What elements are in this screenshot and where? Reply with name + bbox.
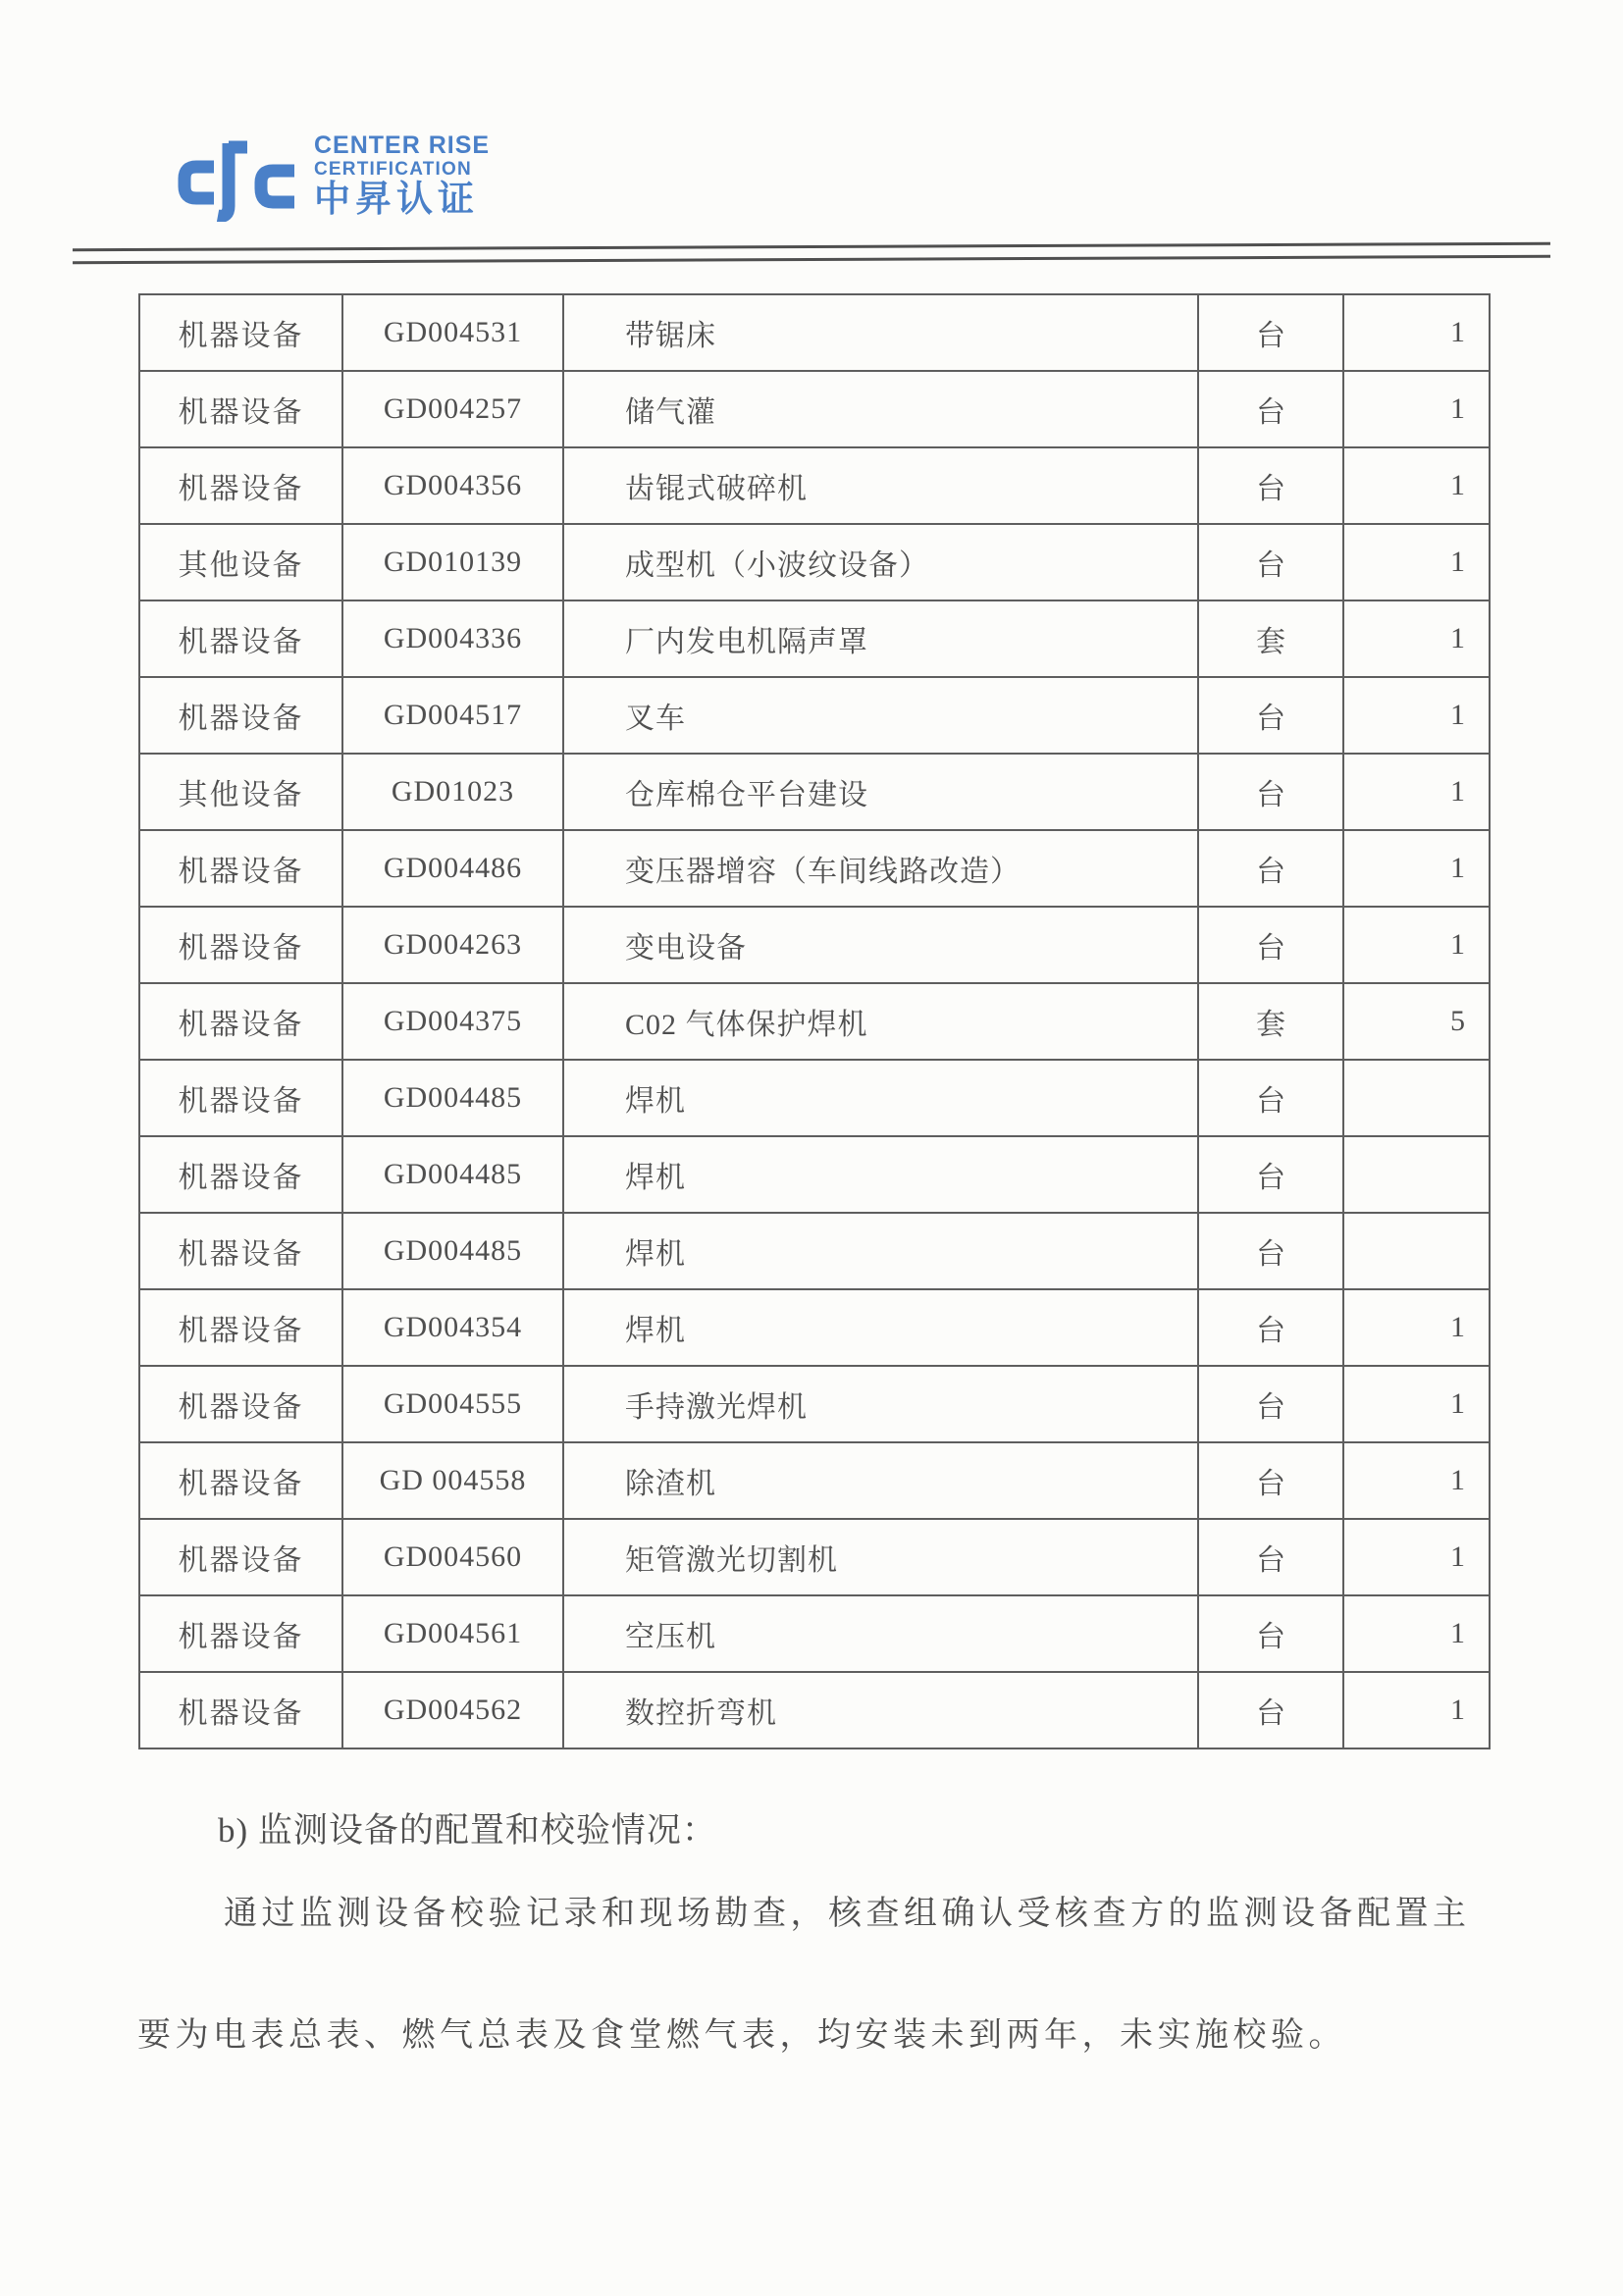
section-paragraph-line2: 要为电表总表、燃气总表及食堂燃气表，均安装未到两年，未实施校验。 bbox=[137, 2017, 1346, 2054]
header-divider bbox=[73, 242, 1550, 265]
cell-unit: 台 bbox=[1198, 1289, 1343, 1366]
cell-code: GD004562 bbox=[342, 1672, 563, 1748]
cell-unit: 台 bbox=[1198, 447, 1343, 524]
cell-category: 机器设备 bbox=[139, 1519, 342, 1595]
crc-logo-icon bbox=[175, 137, 304, 222]
table-row bbox=[139, 1289, 1490, 1366]
cell-name: 焊机 bbox=[563, 1060, 1198, 1136]
table-row bbox=[139, 1519, 1490, 1595]
equipment-table-body bbox=[139, 294, 1490, 1748]
cell-code: GD004354 bbox=[342, 1289, 563, 1366]
cell-name: 储气灌 bbox=[563, 371, 1198, 447]
cell-category: 机器设备 bbox=[139, 447, 342, 524]
cell-category: 机器设备 bbox=[139, 1672, 342, 1748]
cell-category: 其他设备 bbox=[139, 524, 342, 600]
cell-code: GD004485 bbox=[342, 1136, 563, 1213]
cell-unit: 台 bbox=[1198, 1519, 1343, 1595]
table-row bbox=[139, 830, 1490, 907]
cell-code: GD004257 bbox=[342, 371, 563, 447]
table-row bbox=[139, 600, 1490, 677]
cell-unit: 台 bbox=[1198, 1672, 1343, 1748]
cell-quantity: 1 bbox=[1343, 754, 1490, 830]
cell-code: GD004486 bbox=[342, 830, 563, 907]
cell-name: 焊机 bbox=[563, 1136, 1198, 1213]
table-row bbox=[139, 1366, 1490, 1442]
cell-quantity: 1 bbox=[1343, 524, 1490, 600]
cell-name: 厂内发电机隔声罩 bbox=[563, 600, 1198, 677]
cell-name: C02 气体保护焊机 bbox=[563, 983, 1198, 1060]
cell-name: 仓库棉仓平台建设 bbox=[563, 754, 1198, 830]
cell-quantity: 1 bbox=[1343, 600, 1490, 677]
cell-unit: 台 bbox=[1198, 1366, 1343, 1442]
cell-quantity: 1 bbox=[1343, 1289, 1490, 1366]
cell-code: GD010139 bbox=[342, 524, 563, 600]
cell-name: 空压机 bbox=[563, 1595, 1198, 1672]
table-row bbox=[139, 1442, 1490, 1519]
logo-brand-line2: CERTIFICATION bbox=[314, 159, 472, 180]
cell-name: 成型机（小波纹设备） bbox=[563, 524, 1198, 600]
cell-name: 矩管激光切割机 bbox=[563, 1519, 1198, 1595]
cell-code: GD004336 bbox=[342, 600, 563, 677]
cell-unit: 台 bbox=[1198, 524, 1343, 600]
cell-unit: 台 bbox=[1198, 294, 1343, 371]
table-row bbox=[139, 907, 1490, 983]
cell-name: 变电设备 bbox=[563, 907, 1198, 983]
cell-quantity: 1 bbox=[1343, 1595, 1490, 1672]
cell-quantity: 1 bbox=[1343, 447, 1490, 524]
cell-quantity bbox=[1343, 1136, 1490, 1213]
cell-quantity: 5 bbox=[1343, 983, 1490, 1060]
table-row bbox=[139, 524, 1490, 600]
cell-unit: 台 bbox=[1198, 907, 1343, 983]
table-row bbox=[139, 447, 1490, 524]
cell-name: 焊机 bbox=[563, 1213, 1198, 1289]
cell-code: GD01023 bbox=[342, 754, 563, 830]
cell-unit: 台 bbox=[1198, 1136, 1343, 1213]
cell-category: 机器设备 bbox=[139, 1213, 342, 1289]
cell-code: GD004560 bbox=[342, 1519, 563, 1595]
cell-unit: 台 bbox=[1198, 1595, 1343, 1672]
cell-category: 机器设备 bbox=[139, 294, 342, 371]
cell-name: 数控折弯机 bbox=[563, 1672, 1198, 1748]
cell-quantity: 1 bbox=[1343, 1519, 1490, 1595]
cell-unit: 套 bbox=[1198, 600, 1343, 677]
cell-unit: 台 bbox=[1198, 1213, 1343, 1289]
cell-quantity: 1 bbox=[1343, 907, 1490, 983]
table-row bbox=[139, 1595, 1490, 1672]
cell-code: GD004375 bbox=[342, 983, 563, 1060]
cell-category: 机器设备 bbox=[139, 1136, 342, 1213]
cell-unit: 台 bbox=[1198, 371, 1343, 447]
cell-code: GD004356 bbox=[342, 447, 563, 524]
table-row bbox=[139, 1213, 1490, 1289]
table-row bbox=[139, 371, 1490, 447]
cell-code: GD004485 bbox=[342, 1060, 563, 1136]
cell-quantity: 1 bbox=[1343, 1672, 1490, 1748]
cell-code: GD004555 bbox=[342, 1366, 563, 1442]
cell-quantity: 1 bbox=[1343, 294, 1490, 371]
cell-code: GD 004558 bbox=[342, 1442, 563, 1519]
cell-code: GD004517 bbox=[342, 677, 563, 754]
cell-category: 机器设备 bbox=[139, 1289, 342, 1366]
cell-category: 机器设备 bbox=[139, 1060, 342, 1136]
cell-category: 机器设备 bbox=[139, 371, 342, 447]
cell-quantity: 1 bbox=[1343, 830, 1490, 907]
cell-unit: 台 bbox=[1198, 1442, 1343, 1519]
cell-category: 机器设备 bbox=[139, 907, 342, 983]
logo-brand-line1: CENTER RISE bbox=[314, 131, 491, 159]
table-row bbox=[139, 677, 1490, 754]
cell-quantity: 1 bbox=[1343, 1442, 1490, 1519]
logo-brand-chinese: 中昇认证 bbox=[314, 180, 479, 220]
table-row bbox=[139, 983, 1490, 1060]
table-row bbox=[139, 754, 1490, 830]
cell-unit: 台 bbox=[1198, 677, 1343, 754]
cell-code: GD004531 bbox=[342, 294, 563, 371]
table-row bbox=[139, 1060, 1490, 1136]
cell-quantity: 1 bbox=[1343, 371, 1490, 447]
cell-quantity bbox=[1343, 1060, 1490, 1136]
cell-category: 机器设备 bbox=[139, 1595, 342, 1672]
table-row bbox=[139, 1672, 1490, 1748]
section-heading: b) 监测设备的配置和校验情况： bbox=[218, 1811, 717, 1850]
equipment-table bbox=[138, 293, 1491, 1749]
cell-name: 手持激光焊机 bbox=[563, 1366, 1198, 1442]
cell-quantity: 1 bbox=[1343, 677, 1490, 754]
cell-name: 带锯床 bbox=[563, 294, 1198, 371]
cell-name: 变压器增容（车间线路改造） bbox=[563, 830, 1198, 907]
cell-unit: 台 bbox=[1198, 754, 1343, 830]
cell-name: 除渣机 bbox=[563, 1442, 1198, 1519]
cell-category: 机器设备 bbox=[139, 600, 342, 677]
cell-code: GD004263 bbox=[342, 907, 563, 983]
cell-category: 机器设备 bbox=[139, 677, 342, 754]
cell-name: 焊机 bbox=[563, 1289, 1198, 1366]
logo bbox=[175, 133, 490, 222]
cell-code: GD004485 bbox=[342, 1213, 563, 1289]
cell-unit: 套 bbox=[1198, 983, 1343, 1060]
cell-name: 叉车 bbox=[563, 677, 1198, 754]
cell-quantity: 1 bbox=[1343, 1366, 1490, 1442]
cell-category: 机器设备 bbox=[139, 1366, 342, 1442]
cell-category: 机器设备 bbox=[139, 983, 342, 1060]
cell-unit: 台 bbox=[1198, 830, 1343, 907]
cell-quantity bbox=[1343, 1213, 1490, 1289]
cell-category: 其他设备 bbox=[139, 754, 342, 830]
table-row bbox=[139, 1136, 1490, 1213]
cell-category: 机器设备 bbox=[139, 1442, 342, 1519]
table-row bbox=[139, 294, 1490, 371]
cell-unit: 台 bbox=[1198, 1060, 1343, 1136]
cell-category: 机器设备 bbox=[139, 830, 342, 907]
cell-code: GD004561 bbox=[342, 1595, 563, 1672]
section-paragraph-line1: 通过监测设备校验记录和现场勘查，核查组确认受核查方的监测设备配置主 bbox=[224, 1896, 1471, 1932]
cell-name: 齿锟式破碎机 bbox=[563, 447, 1198, 524]
